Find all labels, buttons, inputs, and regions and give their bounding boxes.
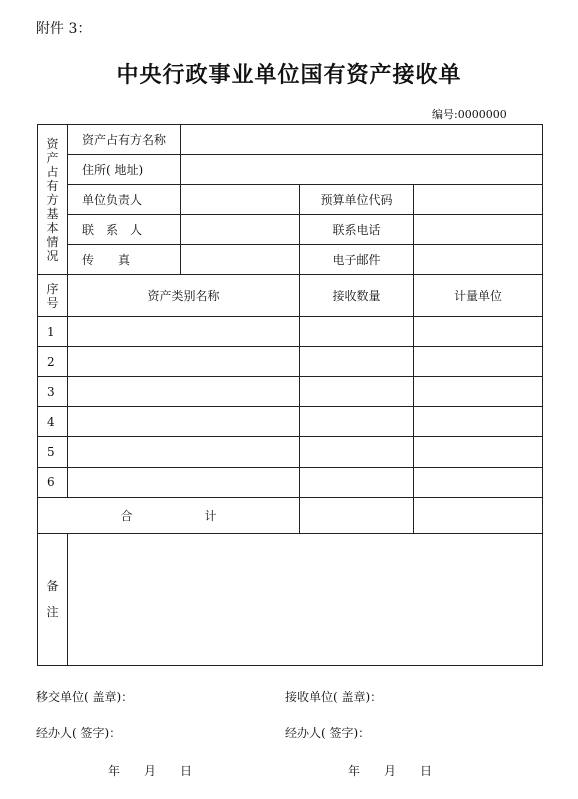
- quantity-cell[interactable]: [300, 347, 414, 377]
- table-row: [38, 347, 543, 377]
- quantity-cell[interactable]: [300, 437, 414, 467]
- attachment-label: 附件 3：: [36, 21, 92, 37]
- address-label: 住所( 地址): [68, 155, 181, 185]
- handler-right-label: 经办人( 签字)：: [285, 726, 371, 740]
- fax-field[interactable]: [181, 245, 300, 275]
- quantity-cell[interactable]: [300, 377, 414, 407]
- date-right: 年 月 日: [348, 764, 433, 778]
- unit-cell[interactable]: [414, 407, 543, 437]
- category-cell[interactable]: [68, 347, 300, 377]
- unit-head-label: 单位负责人: [68, 185, 181, 215]
- row-number: 2: [38, 347, 68, 377]
- total-unit-cell[interactable]: [414, 497, 543, 533]
- unit-cell[interactable]: [414, 467, 543, 497]
- total-label-right: 计: [204, 508, 217, 523]
- table-row: [38, 437, 543, 467]
- row-number: 1: [38, 317, 68, 347]
- transfer-unit-label: 移交单位( 盖章)：: [36, 690, 134, 704]
- info-row-contact: [38, 215, 543, 245]
- quantity-cell[interactable]: [300, 467, 414, 497]
- table-row: [38, 467, 543, 497]
- email-label: 电子邮件: [300, 245, 414, 275]
- seq-header: 序号: [38, 275, 68, 317]
- total-quantity-cell[interactable]: [300, 497, 414, 533]
- phone-field[interactable]: [414, 215, 543, 245]
- email-field[interactable]: [414, 245, 543, 275]
- receive-unit-label: 接收单位( 盖章)：: [285, 690, 383, 704]
- handler-left-label: 经办人( 签字)：: [36, 726, 122, 740]
- unit-cell[interactable]: [414, 437, 543, 467]
- contact-label: 联 系 人: [68, 215, 181, 245]
- unit-header: 计量单位: [414, 275, 543, 317]
- budget-code-label: 预算单位代码: [300, 185, 414, 215]
- asset-header-row: [38, 275, 543, 317]
- category-header: 资产类别名称: [68, 275, 300, 317]
- fax-label: 传 真: [68, 245, 181, 275]
- form-title: 中央行政事业单位国有资产接收单: [116, 62, 462, 88]
- remarks-row: [38, 533, 543, 665]
- category-cell[interactable]: [68, 407, 300, 437]
- category-cell[interactable]: [68, 317, 300, 347]
- category-cell[interactable]: [68, 437, 300, 467]
- row-number: 6: [38, 467, 68, 497]
- unit-head-field[interactable]: [181, 185, 300, 215]
- total-label: [38, 497, 300, 533]
- info-side-label: 资产占有方基本情况: [38, 125, 68, 275]
- category-cell[interactable]: [68, 377, 300, 407]
- address-field[interactable]: [181, 155, 543, 185]
- table-row: [38, 377, 543, 407]
- quantity-header: 接收数量: [300, 275, 414, 317]
- row-number: 5: [38, 437, 68, 467]
- serial-number: 编号:0000000: [432, 108, 507, 121]
- date-left: 年 月 日: [108, 764, 193, 778]
- total-label-left: 合: [120, 508, 133, 523]
- contact-field[interactable]: [181, 215, 300, 245]
- row-number: 4: [38, 407, 68, 437]
- unit-cell[interactable]: [414, 347, 543, 377]
- quantity-cell[interactable]: [300, 317, 414, 347]
- budget-code-field[interactable]: [414, 185, 543, 215]
- table-row: [38, 317, 543, 347]
- info-row-head: [38, 185, 543, 215]
- total-row: [38, 497, 543, 533]
- owner-name-field[interactable]: [181, 125, 543, 155]
- info-row-fax: [38, 245, 543, 275]
- info-row-address: [38, 155, 543, 185]
- quantity-cell[interactable]: [300, 407, 414, 437]
- phone-label: 联系电话: [300, 215, 414, 245]
- unit-cell[interactable]: [414, 317, 543, 347]
- unit-cell[interactable]: [414, 377, 543, 407]
- remarks-field[interactable]: [68, 533, 543, 665]
- owner-name-label: 资产占有方名称: [68, 125, 181, 155]
- remarks-label: 备注: [38, 533, 68, 665]
- asset-receipt-form: [37, 124, 543, 666]
- category-cell[interactable]: [68, 467, 300, 497]
- row-number: 3: [38, 377, 68, 407]
- info-row-owner: [38, 125, 543, 155]
- table-row: [38, 407, 543, 437]
